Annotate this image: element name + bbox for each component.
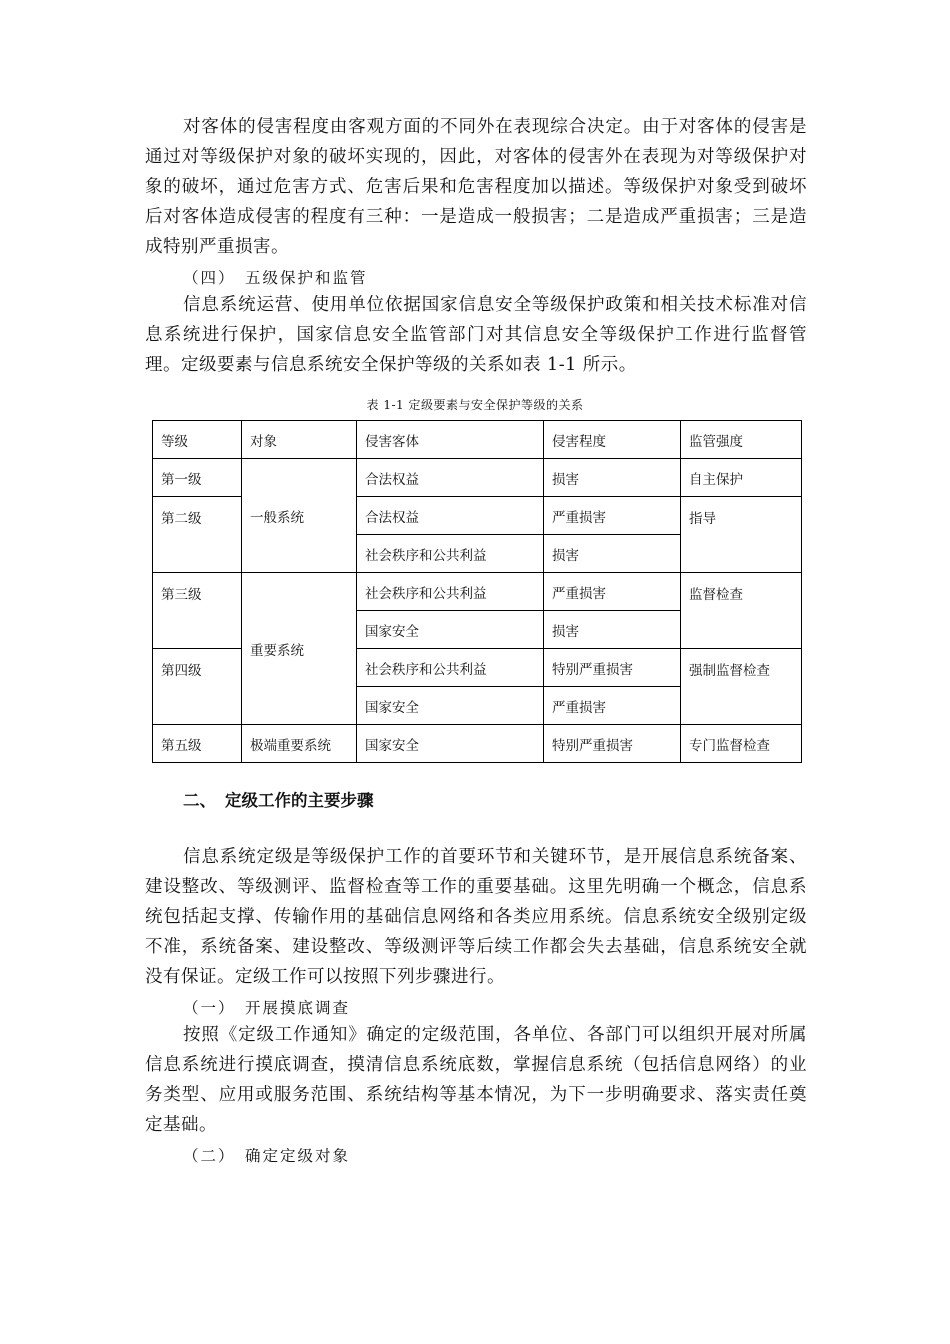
header-harm-degree: 侵害程度 [544, 421, 681, 459]
supervision-cell: 自主保护 [681, 459, 802, 497]
header-supervision: 监管强度 [681, 421, 802, 459]
grade-cell: 第二级 [153, 497, 242, 573]
section-title: 定级工作的主要步骤 [225, 791, 374, 810]
grade-cell: 第三级 [153, 573, 242, 649]
table-header-row [153, 421, 802, 459]
harmed-object-cell: 社会秩序和公共利益 [357, 535, 544, 573]
table-row [153, 459, 802, 497]
harmed-object-cell: 合法权益 [357, 459, 544, 497]
subheading-determine-object [183, 1144, 350, 1166]
supervision-cell: 指导 [681, 497, 802, 573]
harm-degree-cell: 损害 [544, 535, 681, 573]
subheading-number: （四） [183, 269, 236, 287]
harmed-object-cell: 国家安全 [357, 725, 544, 763]
system-cell: 重要系统 [242, 573, 357, 725]
table-row [153, 573, 802, 611]
table-caption: 表 1-1 定级要素与安全保护等级的关系 [366, 398, 584, 412]
paragraph-survey: 按照《定级工作通知》确定的定级范围，各单位、各部门可以组织开展对所属信息系统进行摸底调查，摸清信息系统底数，掌握信息系统（包括信息网络）的业务类型、应用或服务范围、系统结构等基本情况，为下一步明确要求、落实责任奠定基础。 [145, 1025, 807, 1135]
subheading-text: 五级保护和监管 [245, 269, 368, 287]
paragraph-protection-supervision: 信息系统运营、使用单位依据国家信息安全等级保护政策和相关技术标准对信息系统进行保护，国家信息安全监管部门对其信息安全等级保护工作进行监督管理。定级要素与信息系统安全保护等级的关系如表 1-1 所示。 [145, 295, 807, 375]
grading-table [152, 420, 802, 763]
subheading-survey [183, 996, 350, 1018]
harm-degree-cell: 严重损害 [544, 687, 681, 725]
header-grade: 等级 [153, 421, 242, 459]
system-cell: 一般系统 [242, 459, 357, 573]
section-number: 二、 [183, 791, 216, 810]
grade-cell: 第五级 [153, 725, 242, 763]
table-row [153, 725, 802, 763]
supervision-cell: 专门监督检查 [681, 725, 802, 763]
supervision-cell: 强制监督检查 [681, 649, 802, 725]
header-object: 对象 [242, 421, 357, 459]
harmed-object-cell: 国家安全 [357, 687, 544, 725]
harm-degree-cell: 损害 [544, 611, 681, 649]
harm-degree-cell: 严重损害 [544, 497, 681, 535]
subheading-five-level [183, 266, 368, 288]
harm-degree-cell: 严重损害 [544, 573, 681, 611]
harmed-object-cell: 社会秩序和公共利益 [357, 573, 544, 611]
harm-degree-cell: 特别严重损害 [544, 649, 681, 687]
harmed-object-cell: 合法权益 [357, 497, 544, 535]
subheading-number: （二） [183, 1147, 236, 1165]
harmed-object-cell: 社会秩序和公共利益 [357, 649, 544, 687]
system-cell: 极端重要系统 [242, 725, 357, 763]
paragraph-grading-overview: 信息系统定级是等级保护工作的首要环节和关键环节，是开展信息系统备案、建设整改、等级测评、监督检查等工作的重要基础。这里先明确一个概念，信息系统包括起支撑、传输作用的基础信息网络和各类应用系统。信息系统安全级别定级不准，系统备案、建设整改、等级测评等后续工作都会失去基础，信息系统安全就没有保证。定级工作可以按照下列步骤进行。 [145, 847, 807, 987]
section-heading [183, 787, 374, 811]
harm-degree-cell: 特别严重损害 [544, 725, 681, 763]
subheading-text: 开展摸底调查 [245, 999, 351, 1017]
header-harmed-object: 侵害客体 [357, 421, 544, 459]
paragraph-harm-degree: 对客体的侵害程度由客观方面的不同外在表现综合决定。由于对客体的侵害是通过对等级保护对象的破坏实现的，因此，对客体的侵害外在表现为对等级保护对象的破坏，通过危害方式、危害后果和危害程度加以描述。等级保护对象受到破坏后对客体造成侵害的程度有三种：一是造成一般损害；二是造成严重损害；三是造成特别严重损害。 [145, 117, 807, 257]
grade-cell: 第四级 [153, 649, 242, 725]
harmed-object-cell: 国家安全 [357, 611, 544, 649]
subheading-text: 确定定级对象 [245, 1147, 351, 1165]
harm-degree-cell: 损害 [544, 459, 681, 497]
supervision-cell: 监督检查 [681, 573, 802, 649]
subheading-number: （一） [183, 999, 236, 1017]
grade-cell: 第一级 [153, 459, 242, 497]
